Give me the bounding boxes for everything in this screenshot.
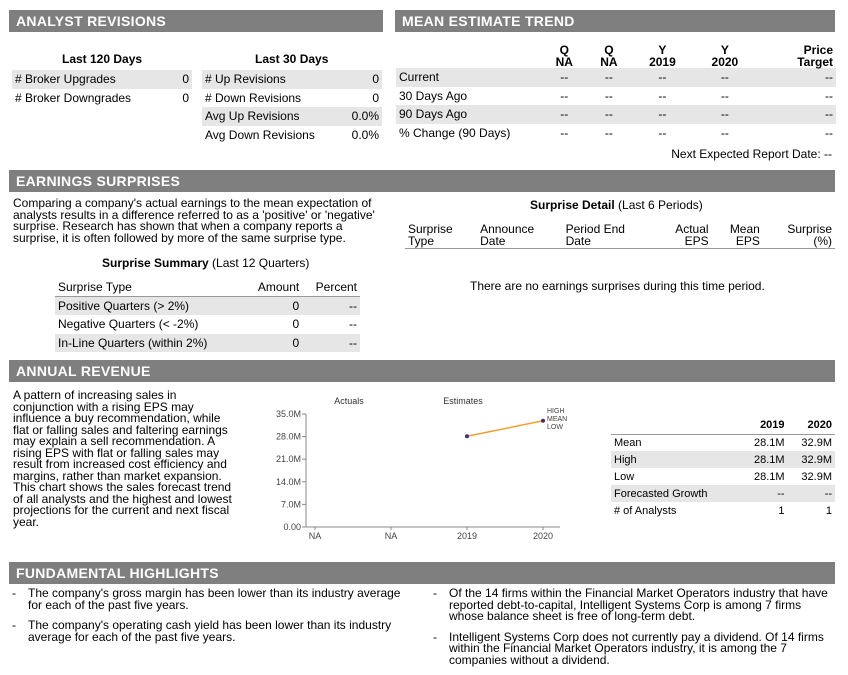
cell: -- xyxy=(825,88,833,103)
bullet-dash: - xyxy=(433,629,437,644)
mean-estimate-table xyxy=(396,42,836,142)
col-header: Q NA xyxy=(600,43,618,69)
surprise-detail-title: Surprise Detail (Last 6 Periods) xyxy=(530,198,703,212)
x-tick-label: NA xyxy=(384,531,398,541)
cell: -- xyxy=(560,125,569,140)
row-label: Current xyxy=(396,68,542,87)
cell: -- xyxy=(560,88,569,103)
col-header: Surprise Type xyxy=(408,221,453,248)
y-tick-label: 21.0M xyxy=(275,454,301,465)
revenue-table xyxy=(611,416,835,519)
cell: Negative Quarters (< -2%) xyxy=(58,317,199,332)
data-point xyxy=(465,434,469,438)
cell: -- xyxy=(587,105,632,124)
col-header: Surprise Type xyxy=(55,278,244,297)
cell: -- xyxy=(604,125,613,140)
row-value: 0 xyxy=(182,90,189,105)
table-row xyxy=(12,89,192,108)
estimates-label: Estimates xyxy=(443,396,483,406)
last-30-table xyxy=(202,70,382,144)
list-item: - The company's operating cash yield has been lower than its industry average for each of the past five years. xyxy=(12,618,392,644)
end-label: LOW xyxy=(547,423,563,431)
table-row xyxy=(202,70,382,89)
mean-estimate-header: MEAN ESTIMATE TREND xyxy=(395,10,835,32)
cell: 28.1M xyxy=(753,470,785,483)
fundamental-highlights-header: FUNDAMENTAL HIGHLIGHTS xyxy=(9,562,835,584)
y-tick-label: 35.0M xyxy=(275,409,301,419)
col-header: Actual EPS xyxy=(675,221,709,248)
row-label: % Change (90 Days) xyxy=(399,125,511,140)
cell: -- xyxy=(694,68,756,87)
table-row xyxy=(55,315,360,334)
table-row xyxy=(611,468,835,485)
table-row xyxy=(611,502,835,519)
row-label: 90 Days Ago xyxy=(396,105,542,124)
bullet-dash: - xyxy=(433,586,437,600)
annual-revenue-header: ANNUAL REVENUE xyxy=(9,360,835,382)
table-row xyxy=(202,89,382,108)
cell: 1 xyxy=(778,504,785,517)
table-row xyxy=(12,70,192,89)
row-value: 0.0% xyxy=(351,127,379,142)
row-label: # Broker Downgrades xyxy=(15,90,132,105)
data-point xyxy=(541,419,545,423)
row-label: # Down Revisions xyxy=(205,90,302,105)
column-header-row xyxy=(611,416,835,434)
cell: -- xyxy=(658,88,667,103)
cell: -- xyxy=(720,88,729,103)
cell: -- xyxy=(788,485,835,502)
earnings-surprises-header: EARNINGS SURPRISES xyxy=(9,170,835,192)
col-header: Percent xyxy=(302,278,360,297)
cell: -- xyxy=(825,125,833,140)
y-tick-label: 28.0M xyxy=(275,431,301,442)
last-120-table xyxy=(12,70,192,107)
y-tick-label: 14.0M xyxy=(275,476,301,487)
table-row xyxy=(611,451,835,468)
surprise-detail-table xyxy=(405,222,835,249)
cell: -- xyxy=(349,317,357,332)
highlights-left xyxy=(6,588,416,652)
cell: -- xyxy=(720,125,729,140)
col-header: 2019 xyxy=(760,418,785,431)
cell: -- xyxy=(604,88,613,103)
analyst-revisions-header: ANALYST REVISIONS xyxy=(9,10,383,32)
cell: -- xyxy=(302,334,360,353)
list-item: - The company's gross margin has been lower than its industry average for each of the past five years. xyxy=(12,586,401,612)
end-label: MEAN xyxy=(547,415,568,423)
revenue-description: A pattern of increasing sales in conjunction with a rising EPS may influence a buy recommendation, while flat or falling sales and faltering earnings may explain a sell recommendation. A rising EPS with flat or falling sales may result from increased cost efficiency and margins, rather than market expansion. This chart shows the sales forecast trend of all analysts and the highest and lowest projections for the current and next fiscal year. xyxy=(13,388,232,529)
row-label: # Up Revisions xyxy=(202,70,342,89)
table-row xyxy=(396,87,836,106)
col-header: Surprise (%) xyxy=(787,221,832,248)
row-label: # Broker Upgrades xyxy=(12,70,175,89)
series-line xyxy=(467,421,543,436)
col-header: Y 2020 xyxy=(711,43,739,69)
cell: -- xyxy=(658,125,667,140)
y-tick-label: 0.00 xyxy=(283,522,301,532)
col-header: Mean EPS xyxy=(729,221,760,248)
table-row xyxy=(202,126,382,145)
bullet-dash: - xyxy=(12,618,16,632)
row-value: 0 xyxy=(175,70,192,89)
surprise-summary-table xyxy=(55,278,360,352)
next-report-date: Next Expected Report Date: -- xyxy=(671,147,832,161)
col-header: 2020 xyxy=(807,418,832,431)
col-header: Q NA xyxy=(555,43,573,69)
cell: -- xyxy=(542,68,587,87)
cell: -- xyxy=(631,68,693,87)
cell: 32.9M xyxy=(801,470,832,483)
col-header: Y 2019 xyxy=(649,43,676,69)
col-header: Period End Date xyxy=(565,221,625,248)
x-tick-label: 2019 xyxy=(456,531,478,541)
last-120-days-heading: Last 120 Days xyxy=(62,52,143,66)
surprise-summary-title: Surprise Summary (Last 12 Quarters) xyxy=(102,256,310,270)
cell: 1 xyxy=(825,504,832,517)
bullet-dash: - xyxy=(12,586,16,600)
row-value: 0.0% xyxy=(342,107,382,126)
cell: 32.9M xyxy=(788,451,835,468)
row-label: Avg Down Revisions xyxy=(205,127,315,142)
row-value: 0 xyxy=(342,70,382,89)
column-header-row xyxy=(55,278,360,297)
cell: Positive Quarters (> 2%) xyxy=(55,297,244,316)
column-header-row xyxy=(405,222,835,248)
revenue-chart xyxy=(270,392,590,542)
cell: -- xyxy=(587,68,632,87)
col-header: Price Target xyxy=(797,43,833,69)
row-label: Forecasted Growth xyxy=(611,485,740,502)
end-label: HIGH xyxy=(547,407,565,415)
cell: 0 xyxy=(292,317,300,332)
cell: 28.1M xyxy=(753,436,785,449)
y-tick-label: 7.0M xyxy=(280,499,301,510)
row-label: Avg Up Revisions xyxy=(202,107,342,126)
table-row xyxy=(55,334,360,353)
table-row xyxy=(611,434,835,451)
list-item: - Intelligent Systems Corp does not currently pay a dividend. Of 14 firms within the Financial Market Operators industry, it is among the 7 companies without a dividend. xyxy=(433,629,824,667)
cell: 28.1M xyxy=(740,451,787,468)
table-row xyxy=(202,107,382,126)
earnings-description: Comparing a company's actual earnings to the mean expectation of analysts results in a difference referred to as a 'positive' or 'negative' surprise. Research has shown that when a company reports a surprise, it is often followed by more of the same surprise type. xyxy=(13,196,375,245)
x-tick-label: NA xyxy=(308,531,322,541)
col-header: Amount xyxy=(244,278,302,297)
row-label: Low xyxy=(614,470,635,483)
table-row xyxy=(396,68,836,87)
x-tick-label: 2020 xyxy=(532,531,554,541)
row-label: High xyxy=(611,451,740,468)
actuals-label: Actuals xyxy=(334,396,364,406)
cell: -- xyxy=(542,105,587,124)
cell: -- xyxy=(694,105,756,124)
table-row xyxy=(396,124,836,143)
table-row xyxy=(611,485,835,502)
row-value: 0 xyxy=(372,90,379,105)
cell: 0 xyxy=(244,297,302,316)
cell: 0 xyxy=(244,334,302,353)
highlights-right xyxy=(427,588,837,675)
cell: -- xyxy=(740,485,787,502)
row-label: 30 Days Ago xyxy=(399,88,468,103)
cell: 32.9M xyxy=(801,436,832,449)
row-label: # of Analysts xyxy=(614,504,677,517)
no-surprises-message: There are no earnings surprises during this time period. xyxy=(470,279,765,293)
list-item: - Of the 14 firms within the Financial Market Operators industry that have reported debt-to-capital, Intelligent Systems Corp is among 7 firms whose balance sheet is free of long-term debt. xyxy=(433,586,828,623)
cell: In-Line Quarters (within 2%) xyxy=(55,334,244,353)
table-row xyxy=(396,105,836,124)
cell: -- xyxy=(631,105,693,124)
cell: -- xyxy=(756,105,836,124)
cell: -- xyxy=(756,68,836,87)
col-header: Announce Date xyxy=(480,221,535,248)
row-label: Mean xyxy=(614,436,642,449)
table-row xyxy=(55,297,360,316)
cell: -- xyxy=(302,297,360,316)
column-header-row xyxy=(396,42,836,68)
last-30-days-heading: Last 30 Days xyxy=(255,52,329,66)
